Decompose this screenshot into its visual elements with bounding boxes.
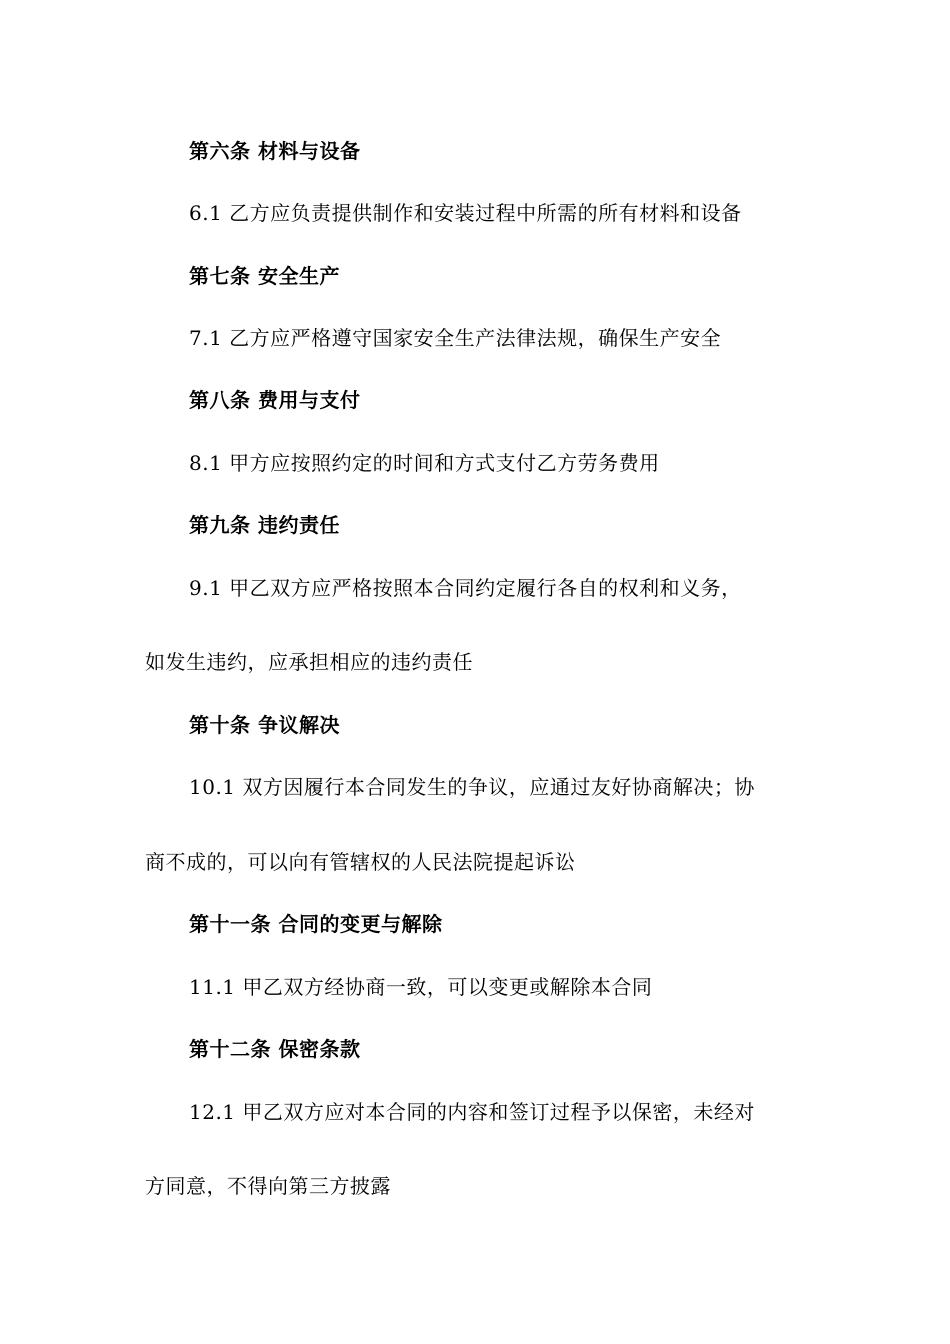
article-10-clause-1-continued: 商不成的，可以向有管辖权的人民法院提起诉讼: [145, 850, 576, 874]
article-7-heading: 第七条 安全生产: [189, 264, 340, 288]
article-7-clause-1: 7.1 乙方应严格遵守国家安全生产法律法规，确保生产安全: [189, 326, 722, 350]
article-10-heading: 第十条 争议解决: [189, 713, 340, 737]
article-11-heading: 第十一条 合同的变更与解除: [189, 912, 443, 936]
article-6-heading: 第六条 材料与设备: [189, 139, 361, 163]
article-11-clause-1: 11.1 甲乙双方经协商一致，可以变更或解除本合同: [189, 975, 653, 999]
article-12-clause-1-continued: 方同意，不得向第三方披露: [145, 1174, 391, 1198]
article-8-heading: 第八条 费用与支付: [189, 388, 361, 412]
article-10-clause-1: 10.1 双方因履行本合同发生的争议，应通过友好协商解决；协: [189, 775, 755, 799]
article-8-clause-1: 8.1 甲方应按照约定的时间和方式支付乙方劳务费用: [189, 451, 660, 475]
article-9-heading: 第九条 违约责任: [189, 513, 340, 537]
article-12-clause-1: 12.1 甲乙双方应对本合同的内容和签订过程予以保密，未经对: [189, 1100, 755, 1124]
article-12-heading: 第十二条 保密条款: [189, 1037, 361, 1061]
article-9-clause-1: 9.1 甲乙双方应严格按照本合同约定履行各自的权利和义务，: [189, 576, 742, 600]
article-6-clause-1: 6.1 乙方应负责提供制作和安装过程中所需的所有材料和设备: [189, 201, 742, 225]
article-9-clause-1-continued: 如发生违约，应承担相应的违约责任: [145, 650, 473, 674]
